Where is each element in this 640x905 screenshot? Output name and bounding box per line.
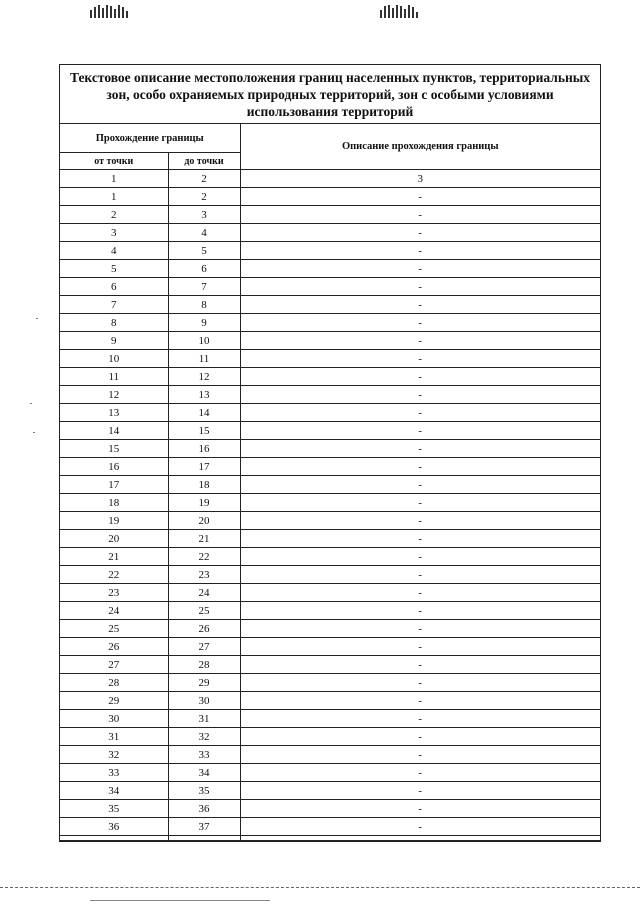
- from-point-cell: 26: [60, 638, 168, 656]
- to-point-cell: 29: [168, 674, 240, 692]
- table-row: [60, 530, 600, 548]
- from-point-cell: 34: [60, 782, 168, 800]
- table-row: [60, 602, 600, 620]
- table-row: [60, 422, 600, 440]
- table-row: [60, 332, 600, 350]
- to-point-cell: 22: [168, 548, 240, 566]
- from-point-cell: 32: [60, 746, 168, 764]
- description-cell: -: [240, 638, 600, 656]
- from-point-cell: 35: [60, 800, 168, 818]
- from-point-cell: 3: [60, 224, 168, 242]
- to-point-cell: 11: [168, 350, 240, 368]
- description-cell: -: [240, 224, 600, 242]
- description-cell: -: [240, 746, 600, 764]
- table-row: [60, 260, 600, 278]
- from-point-cell: 17: [60, 476, 168, 494]
- scan-speck: [30, 403, 32, 404]
- from-point-cell: 2: [60, 206, 168, 224]
- table-row: [60, 512, 600, 530]
- column-number: 1: [60, 170, 168, 188]
- scan-registration-mark: [90, 4, 128, 18]
- to-point-cell: 16: [168, 440, 240, 458]
- description-cell: -: [240, 458, 600, 476]
- description-cell: -: [240, 296, 600, 314]
- to-point-cell: 15: [168, 422, 240, 440]
- scan-registration-mark: [380, 4, 418, 18]
- from-point-cell: 16: [60, 458, 168, 476]
- description-cell: -: [240, 692, 600, 710]
- from-point-cell: 18: [60, 494, 168, 512]
- from-point-cell: 20: [60, 530, 168, 548]
- description-cell: -: [240, 422, 600, 440]
- to-point-cell: 6: [168, 260, 240, 278]
- to-point-cell: 33: [168, 746, 240, 764]
- table-row: [60, 350, 600, 368]
- table-row: [60, 620, 600, 638]
- from-point-cell: 14: [60, 422, 168, 440]
- from-point-cell: 12: [60, 386, 168, 404]
- table-row: [60, 458, 600, 476]
- from-point-cell: 25: [60, 620, 168, 638]
- to-point-cell: 21: [168, 530, 240, 548]
- table-row: [60, 638, 600, 656]
- boundary-passage-header: Прохождение границы: [60, 124, 240, 153]
- from-point-cell: 19: [60, 512, 168, 530]
- to-point-cell: 35: [168, 782, 240, 800]
- description-cell: -: [240, 206, 600, 224]
- to-point-cell: 32: [168, 728, 240, 746]
- from-point-cell: 7: [60, 296, 168, 314]
- to-point-cell: 23: [168, 566, 240, 584]
- description-cell: -: [240, 818, 600, 836]
- description-cell: -: [240, 440, 600, 458]
- from-point-cell: 15: [60, 440, 168, 458]
- from-point-cell: 30: [60, 710, 168, 728]
- description-cell: -: [240, 782, 600, 800]
- table-row: [60, 278, 600, 296]
- description-cell: -: [240, 674, 600, 692]
- description-cell: -: [240, 386, 600, 404]
- from-point-cell: 21: [60, 548, 168, 566]
- description-cell: -: [240, 800, 600, 818]
- to-point-cell: 34: [168, 764, 240, 782]
- to-point-cell: 28: [168, 656, 240, 674]
- to-point-cell: 4: [168, 224, 240, 242]
- to-point-cell: 5: [168, 242, 240, 260]
- from-point-cell: 1: [60, 188, 168, 206]
- table-row: [60, 782, 600, 800]
- description-cell: -: [240, 512, 600, 530]
- from-point-cell: 6: [60, 278, 168, 296]
- to-point-cell: 10: [168, 332, 240, 350]
- description-cell: -: [240, 188, 600, 206]
- description-cell: -: [240, 602, 600, 620]
- description-cell: -: [240, 728, 600, 746]
- table-row: [60, 224, 600, 242]
- from-point-cell: 33: [60, 764, 168, 782]
- description-cell: -: [240, 242, 600, 260]
- page-bottom-edge: [90, 900, 270, 901]
- to-point-cell: 27: [168, 638, 240, 656]
- description-cell: -: [240, 710, 600, 728]
- to-point-cell: 20: [168, 512, 240, 530]
- from-point-cell: 22: [60, 566, 168, 584]
- from-point-header: от точки: [60, 153, 168, 170]
- table-row: [60, 728, 600, 746]
- table-row: [60, 440, 600, 458]
- description-cell: -: [240, 368, 600, 386]
- from-point-cell: 29: [60, 692, 168, 710]
- description-cell: -: [240, 764, 600, 782]
- table-row: [60, 404, 600, 422]
- to-point-cell: 2: [168, 188, 240, 206]
- from-point-cell: 31: [60, 728, 168, 746]
- from-point-cell: 9: [60, 332, 168, 350]
- description-cell: -: [240, 278, 600, 296]
- table-row: [60, 296, 600, 314]
- to-point-cell: 9: [168, 314, 240, 332]
- description-cell: -: [240, 494, 600, 512]
- description-cell: -: [240, 332, 600, 350]
- description-cell: -: [240, 314, 600, 332]
- to-point-cell: 30: [168, 692, 240, 710]
- page-bottom-edge: [0, 887, 640, 888]
- form-title: Текстовое описание местоположения границ населенных пунктов, территориальных зон, особо охраняемых природных территорий, зон с особыми условиями использования территорий: [60, 65, 600, 124]
- table-row: [60, 242, 600, 260]
- column-number: 2: [168, 170, 240, 188]
- to-point-cell: 14: [168, 404, 240, 422]
- to-point-cell: 17: [168, 458, 240, 476]
- to-point-cell: 13: [168, 386, 240, 404]
- from-point-cell: 11: [60, 368, 168, 386]
- boundary-description-form: [59, 64, 601, 842]
- description-cell: -: [240, 476, 600, 494]
- to-point-cell: 31: [168, 710, 240, 728]
- to-point-cell: 8: [168, 296, 240, 314]
- description-cell: -: [240, 566, 600, 584]
- from-point-cell: 4: [60, 242, 168, 260]
- description-cell: -: [240, 530, 600, 548]
- description-cell: -: [240, 548, 600, 566]
- table-row: [60, 368, 600, 386]
- description-cell: -: [240, 620, 600, 638]
- table-row: [60, 566, 600, 584]
- from-point-cell: 27: [60, 656, 168, 674]
- table-row: [60, 386, 600, 404]
- description-cell: -: [240, 656, 600, 674]
- table-row: [60, 746, 600, 764]
- description-cell: -: [240, 350, 600, 368]
- table-row: [60, 764, 600, 782]
- from-point-cell: 24: [60, 602, 168, 620]
- table-row: [60, 494, 600, 512]
- column-number-row: [60, 170, 600, 188]
- table-row: [60, 548, 600, 566]
- table-row: [60, 800, 600, 818]
- to-point-header: до точки: [168, 153, 240, 170]
- to-point-cell: 25: [168, 602, 240, 620]
- from-point-cell: 5: [60, 260, 168, 278]
- to-point-cell: 24: [168, 584, 240, 602]
- table-row: [60, 818, 600, 836]
- column-number: 3: [240, 170, 600, 188]
- description-cell: -: [240, 404, 600, 422]
- to-point-cell: 12: [168, 368, 240, 386]
- description-cell: -: [240, 584, 600, 602]
- table-row: [60, 674, 600, 692]
- table-row: [60, 710, 600, 728]
- to-point-cell: 37: [168, 818, 240, 836]
- to-point-cell: 3: [168, 206, 240, 224]
- table-row: [60, 206, 600, 224]
- to-point-cell: 18: [168, 476, 240, 494]
- scan-speck: [33, 432, 35, 433]
- scan-speck: [36, 318, 38, 319]
- table-row: [60, 188, 600, 206]
- table-row: [60, 584, 600, 602]
- to-point-cell: 26: [168, 620, 240, 638]
- from-point-cell: 13: [60, 404, 168, 422]
- from-point-cell: 10: [60, 350, 168, 368]
- from-point-cell: 8: [60, 314, 168, 332]
- boundary-table: [60, 124, 600, 841]
- table-row: [60, 692, 600, 710]
- table-row: [60, 476, 600, 494]
- table-row: [60, 314, 600, 332]
- from-point-cell: 23: [60, 584, 168, 602]
- description-header: Описание прохождения границы: [240, 124, 600, 170]
- to-point-cell: 7: [168, 278, 240, 296]
- from-point-cell: 36: [60, 818, 168, 836]
- to-point-cell: 19: [168, 494, 240, 512]
- from-point-cell: 28: [60, 674, 168, 692]
- table-row: [60, 656, 600, 674]
- description-cell: -: [240, 260, 600, 278]
- to-point-cell: 36: [168, 800, 240, 818]
- table-tail-row: [60, 836, 600, 841]
